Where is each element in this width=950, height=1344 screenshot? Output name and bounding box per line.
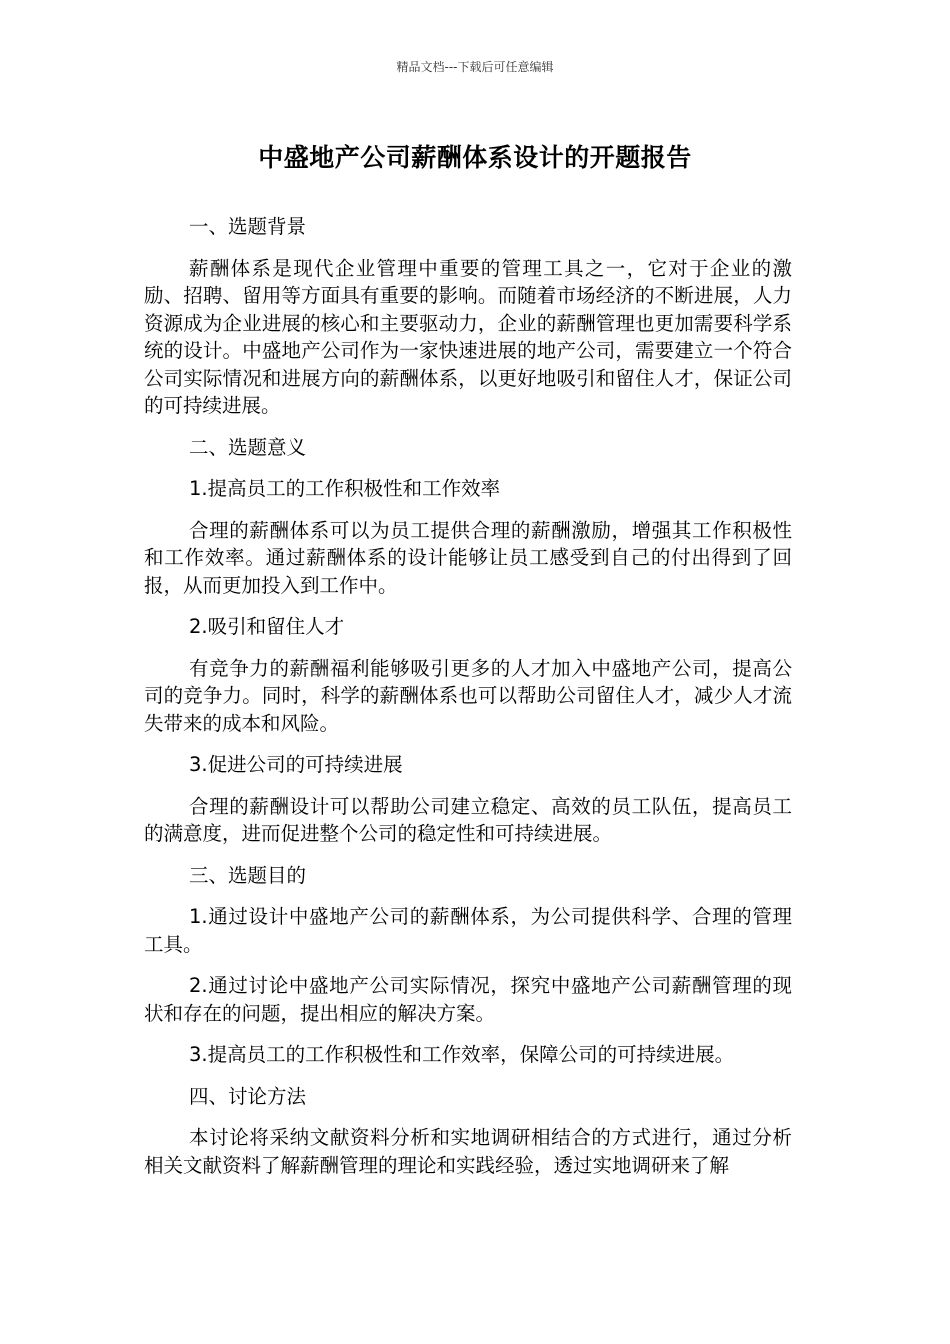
paragraph-talent: 有竞争力的薪酬福利能够吸引更多的人才加入中盛地产公司，提高公司的竞争力。同时，科学的薪酬体系也可以帮助公司留住人才，减少人才流失带来的成本和风险。	[144, 656, 792, 735]
paragraph-methods: 本讨论将采纳文献资料分析和实地调研相结合的方式进行，通过分析相关文献资料了解薪酬管理的理论和实践经验，透过实地调研来了解	[144, 1126, 792, 1177]
section-heading-significance: 二、选题意义	[189, 435, 307, 459]
paragraph-background: 薪酬体系是现代企业管理中重要的管理工具之一，它对于企业的激励、招聘、留用等方面具有重要的影响。而随着市场经济的不断进展，人力资源成为企业进展的核心和主要驱动力，企业的薪酬管理也更加需要科学系统的设计。中盛地产公司作为一家快速进展的地产公司，需要建立一个符合公司实际情况和进展方向的薪酬体系，以更好地吸引和留住人才，保证公司的可持续进展。	[144, 256, 792, 417]
section-heading-objectives: 三、选题目的	[189, 863, 307, 887]
subheading-sustainability: 3.促进公司的可持续进展	[189, 753, 403, 776]
subheading-efficiency: 1.提高员工的工作积极性和工作效率	[189, 477, 501, 500]
objective-item-1: 1.通过设计中盛地产公司的薪酬体系，为公司提供科学、合理的管理工具。	[144, 905, 792, 956]
objective-item-2: 2.通过讨论中盛地产公司实际情况，探究中盛地产公司薪酬管理的现状和存在的问题，提出相应的解决方案。	[144, 974, 792, 1025]
paragraph-efficiency: 合理的薪酬体系可以为员工提供合理的薪酬激励，增强其工作积极性和工作效率。通过薪酬体系的设计能够让员工感受到自己的付出得到了回报，从而更加投入到工作中。	[144, 518, 792, 597]
objective-item-3: 3.提高员工的工作积极性和工作效率，保障公司的可持续进展。	[189, 1043, 735, 1066]
section-heading-background: 一、选题背景	[189, 215, 307, 238]
section-heading-methods: 四、讨论方法	[189, 1084, 307, 1108]
subheading-talent: 2.吸引和留住人才	[189, 615, 345, 638]
paragraph-sustainability: 合理的薪酬设计可以帮助公司建立稳定、高效的员工队伍，提高员工的满意度，进而促进整个公司的稳定性和可持续进展。	[144, 794, 792, 845]
header-note: 精品文档---下载后可任意编辑	[396, 60, 554, 74]
document-body	[144, 213, 792, 1193]
document-title: 中盛地产公司薪酬体系设计的开题报告	[258, 143, 692, 172]
